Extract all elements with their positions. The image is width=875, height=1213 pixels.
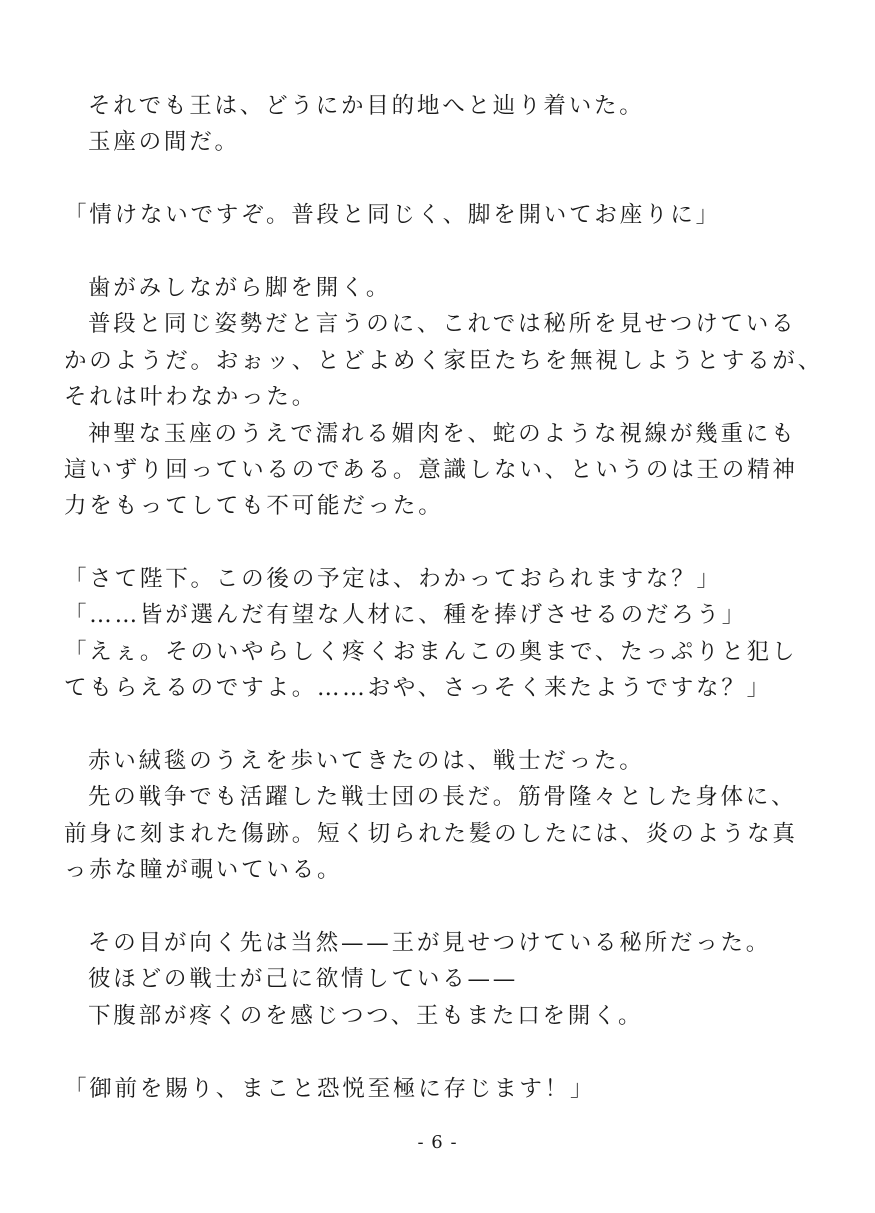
paragraph-line: その目が向く先は当然——王が見せつけている秘所だった。 <box>88 929 772 956</box>
paragraph-line: 赤い絨毯のうえを歩いてきたのは、戦士だった。 <box>88 748 645 775</box>
dialogue-line: 「御前を賜り、まこと恐悦至極に存じます！」 <box>64 1075 596 1102</box>
dialogue-line: 「さて陛下。この後の予定は、わかっておられますな？」 <box>64 566 722 593</box>
blank-line <box>64 1034 814 1070</box>
blank-line <box>64 889 814 925</box>
paragraph-line: それでも王は、どうにか目的地へと辿り着いた。 <box>88 93 645 119</box>
blank-line <box>64 707 814 743</box>
paragraph-line: 力をもってしても不可能だった。 <box>64 493 444 520</box>
page-number: - 6 - <box>417 1132 458 1153</box>
paragraph-line: かのようだ。おぉッ、とどよめく家臣たちを無視しようとするが、 <box>64 347 824 374</box>
dialogue-line: 「……皆が選んだ有望な人材に、種を捧げさせるのだろう」 <box>64 602 748 629</box>
paragraph-line: っ赤な瞳が覗いている。 <box>64 857 343 884</box>
blank-line <box>64 234 814 270</box>
paragraph-line: 普段と同じ姿勢だと言うのに、これでは秘所を見せつけている <box>88 311 797 338</box>
paragraph-line: 彼ほどの戦士が己に欲情している—— <box>88 966 519 993</box>
paragraph-line: 前身に刻まれた傷跡。短く切られた髪のしたには、炎のような真 <box>64 820 798 847</box>
paragraph-line: それは叶わなかった。 <box>64 384 318 411</box>
paragraph-line: 玉座の間だ。 <box>88 129 240 156</box>
dialogue-line: 「情けないですぞ。普段と同じく、脚を開いてお座りに」 <box>64 202 721 229</box>
blank-line <box>64 161 814 197</box>
paragraph-line: 下腹部が疼くのを感じつつ、王もまた口を開く。 <box>88 1002 644 1029</box>
dialogue-line: 「えぇ。そのいやらしく疼くおまんこの奥まで、たっぷりと犯し <box>64 638 798 665</box>
blank-line <box>64 525 814 561</box>
body-text <box>64 88 824 1107</box>
paragraph-line: 這いずり回っているのである。意識しない、というのは王の精神 <box>64 456 798 483</box>
paragraph-line: 歯がみしながら脚を開く。 <box>88 274 392 301</box>
paragraph-line: 神聖な玉座のうえで濡れる媚肉を、蛇のような視線が幾重にも <box>88 420 797 447</box>
dialogue-line: てもらえるのですよ。……おや、さっそく来たようですな？」 <box>64 675 772 702</box>
paragraph-line: 先の戦争でも活躍した戦士団の長だ。筋骨隆々とした身体に、 <box>88 784 797 811</box>
